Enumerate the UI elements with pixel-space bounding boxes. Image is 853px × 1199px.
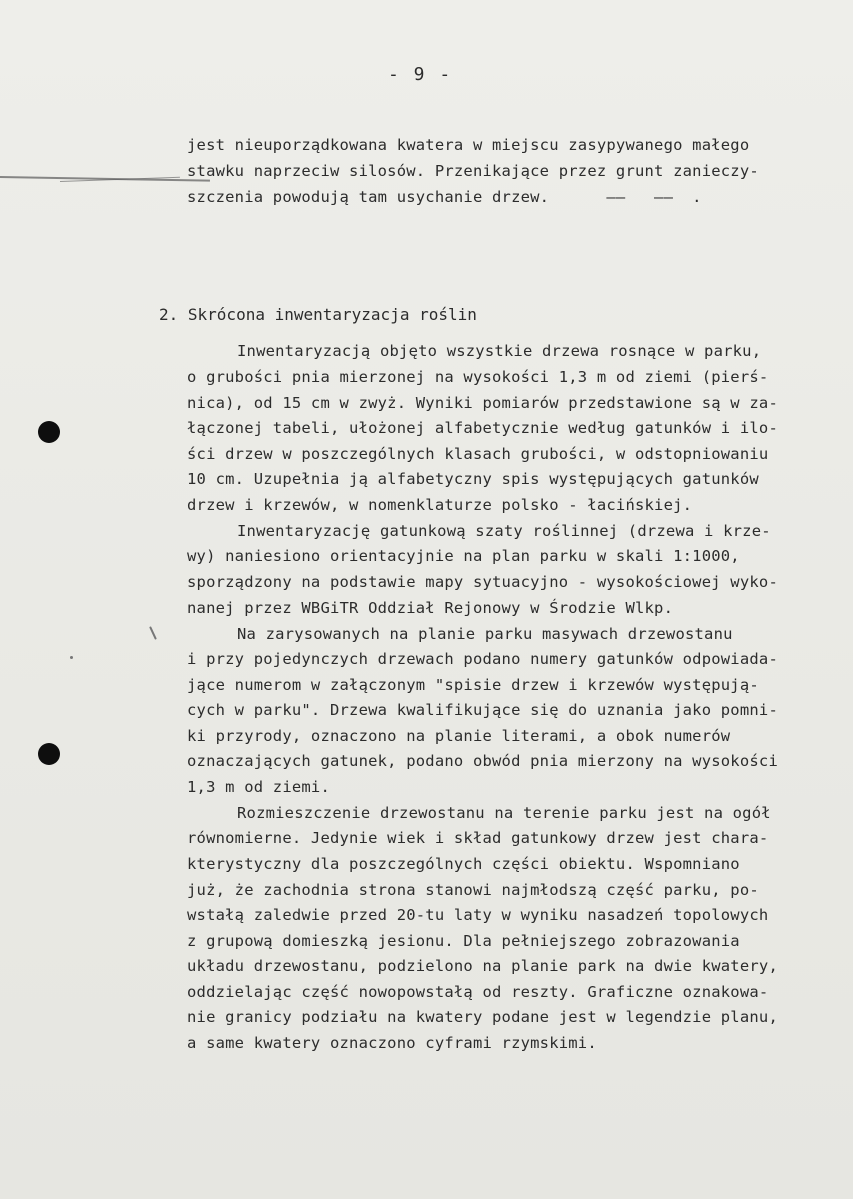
punch-hole-upper [38,421,60,443]
body-line: kterystyczny dla poszczególnych części obiektu. Wspomniano [187,855,740,873]
body-line: i przy pojedynczych drzewach podano numery gatunków odpowiada- [187,650,778,668]
body-line: Rozmieszczenie drzewostanu na terenie parku jest na ogół [237,804,771,822]
page-number: - 9 - [388,64,453,85]
body-line: z grupową domieszką jesionu. Dla pełniejszego zobrazowania [187,932,740,950]
body-line: łączonej tabeli, ułożonej alfabetycznie według gatunków i ilo- [187,419,778,437]
body-line: cych w parku". Drzewa kwalifikujące się do uznania jako pomni- [187,701,778,719]
body-line: a same kwatery oznaczono cyframi rzymskimi. [187,1034,597,1052]
body-line: Na zarysowanych na planie parku masywach drzewostanu [237,625,733,643]
page-speck [70,656,73,659]
body-line: nanej przez WBGiTR Oddział Rejonowy w Środzie Wlkp. [187,599,674,617]
body-line: ści drzew w poszczególnych klasach grubości, w odstopniowaniu [187,445,769,463]
body-line: nie granicy podziału na kwatery podane jest w legendzie planu, [187,1008,778,1026]
intro-line: jest nieuporządkowana kwatera w miejscu zasypywanego małego [187,136,750,154]
section-heading: 2. Skrócona inwentaryzacja roślin [159,305,477,324]
body-line: już, że zachodnia strona stanowi najmłodszą część parku, po- [187,881,759,899]
body-line: jące numerom w załączonym "spisie drzew i krzewów występują- [187,676,759,694]
body-line: ki przyrody, oznaczono na planie literami, a obok numerów [187,727,731,745]
body-line: wstałą zaledwie przed 20-tu laty w wyniku nasadzeń topolowych [187,906,769,924]
body-line: 10 cm. Uzupełnia ją alfabetyczny spis występujących gatunków [187,470,759,488]
body-line: Inwentaryzację gatunkową szaty roślinnej (drzewa i krze- [237,522,771,540]
body-line: równomierne. Jedynie wiek i skład gatunkowy drzew jest chara- [187,829,769,847]
body-line: nica), od 15 cm w zwyż. Wyniki pomiarów przedstawione są w za- [187,394,778,412]
body-line: drzew i krzewów, w nomenklaturze polsko - łacińskiej. [187,496,693,514]
punch-hole-lower [38,743,60,765]
body-line: oznaczających gatunek, podano obwód pnia mierzony na wysokości [187,752,778,770]
body-line: Inwentaryzacją objęto wszystkie drzewa rosnące w parku, [237,342,762,360]
body-line: oddzielając część nowopowstałą od reszty. Graficzne oznakowa- [187,983,769,1001]
intro-line: szczenia powodują tam usychanie drzew. —— —— . [187,188,702,206]
body-line: układu drzewostanu, podzielono na planie park na dwie kwatery, [187,957,778,975]
body-line: sporządzony na podstawie mapy sytuacyjno - wysokościowej wyko- [187,573,778,591]
page-speck [149,626,157,640]
body-line: 1,3 m od ziemi. [187,778,330,796]
body-line: o grubości pnia mierzonej na wysokości 1,3 m od ziemi (pierś- [187,368,769,386]
body-line: wy) naniesiono orientacyjnie na plan parku w skali 1:1000, [187,547,740,565]
intro-line: stawku naprzeciw silosów. Przenikające przez grunt zanieczy- [187,162,759,180]
